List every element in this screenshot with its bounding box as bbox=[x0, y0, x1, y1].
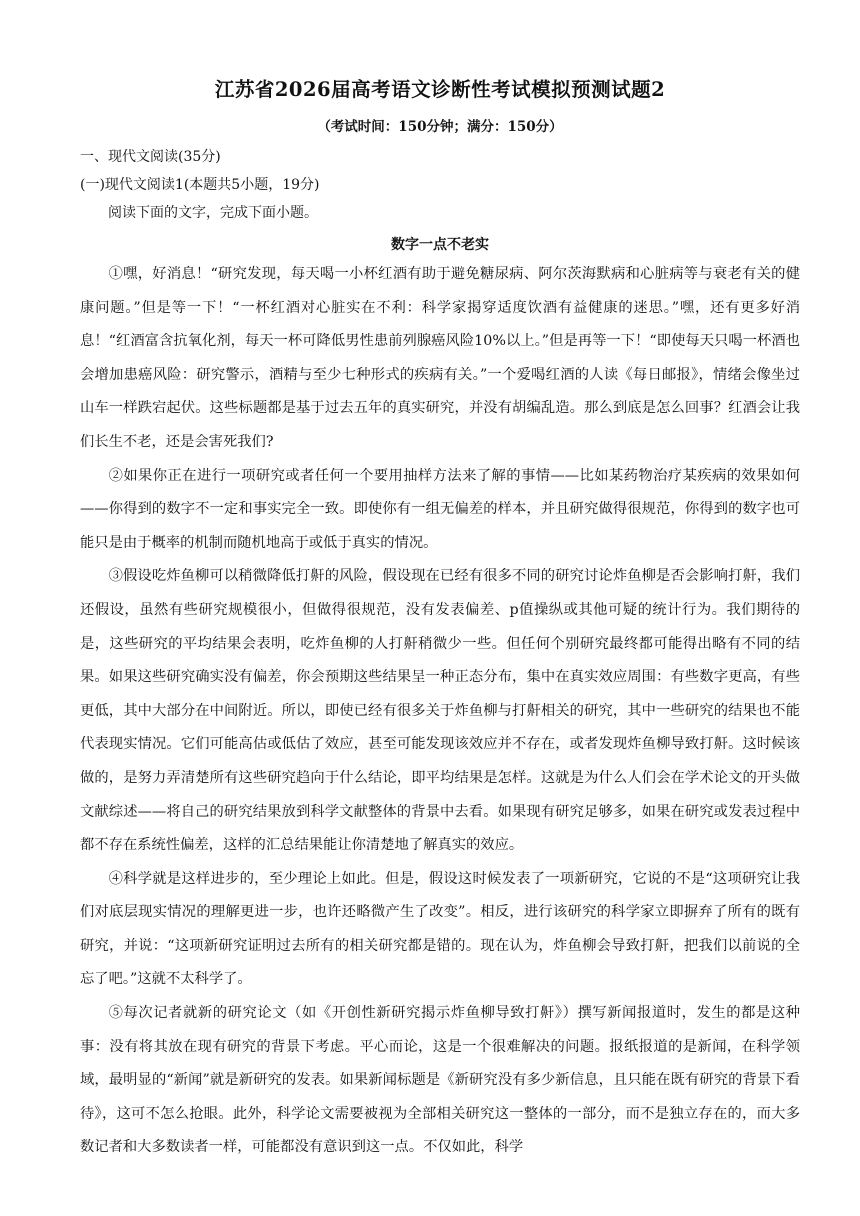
section-heading: 一、现代文阅读(35分) bbox=[80, 149, 221, 165]
exam-title: 江苏省2026届高考语文诊断性考试模拟预测试题2 bbox=[214, 78, 666, 101]
subsection-heading: (一)现代文阅读1(本题共5小题，19分) bbox=[80, 177, 320, 193]
exam-time-info: （考试时间：150分钟；满分：150分） bbox=[317, 119, 563, 135]
article-body bbox=[80, 258, 800, 1165]
article-paragraph-3: ③假设吃炸鱼柳可以稍微降低打鼾的风险，假设现在已经有很多不同的研究讨论炸鱼柳是否会影响打鼾，我们还假设，虽然有些研究规模很小，但做得很规范，没有发表偏差、p值操纵或其他可疑的统计行为。我们期待的是，这些研究的平均结果会表明，吃炸鱼柳的人打鼾稍微少一些。但任何个别研究最终都可能得出略有不同的结果。如果这些研究确实没有偏差，你会预期这些结果呈一种正态分布，集中在真实效应周围：有些数字更高，有些更低，其中大部分在中间附近。所以，即使已经有很多关于炸鱼柳与打鼾相关的研究，其中一些研究的结果也不能代表现实情况。它们可能高估或低估了效应，甚至可能发现该效应并不存在，或者发现炸鱼柳导致打鼾。这时候该做的，是努力弄清楚所有这些研究趋向于什么结论，即平均结果是怎样。这就是为什么人们会在学术论文的开头做文献综述——将自己的研究结果放到科学文献整体的背景中去看。如果现有研究足够多，如果在研究或发表过程中都不存在系统性偏差，这样的汇总结果能让你清楚地了解真实的效应。 bbox=[80, 568, 800, 854]
article-paragraph-1: ①嘿，好消息！“研究发现，每天喝一小杯红酒有助于避免糖尿病、阿尔茨海默病和心脏病等与衰老有关的健康问题。”但是等一下！“一杯红酒对心脏实在不利：科学家揭穿适度饮酒有益健康的迷思。”嘿，还有更多好消息！“红酒富含抗氧化剂，每天一杯可降低男性患前列腺癌风险10%以上。”但是再等一下！“即使每天只喝一杯酒也会增加患癌风险：研究警示，酒精与至少七种形式的疾病有关。”一个爱喝红酒的人读《每日邮报》，情绪会像坐过山车一样跌宕起伏。这些标题都是基于过去五年的真实研究，并没有胡编乱造。那么到底是怎么回事？红酒会让我们长生不老，还是会害死我们? bbox=[80, 266, 800, 450]
article-paragraph-2: ②如果你正在进行一项研究或者任何一个要用抽样方法来了解的事情——比如某药物治疗某疾病的效果如何——你得到的数字不一定和事实完全一致。即使你有一组无偏差的样本，并且研究做得很规范，你得到的数字也可能只是由于概率的机制而随机地高于或低于真实的情况。 bbox=[80, 467, 800, 551]
article-paragraph-5: ⑤每次记者就新的研究论文（如《开创性新研究揭示炸鱼柳导致打鼾》）撰写新闻报道时，发生的都是这种事：没有将其放在现有研究的背景下考虑。平心而论，这是一个很难解决的问题。报纸报道的是新闻，在科学领域，最明显的“新闻”就是新研究的发表。如果新闻标题是《新研究没有多少新信息，且只能在既有研究的背景下看待》，这可不怎么抢眼。此外，科学论文需要被视为全部相关研究这一整体的一部分，而不是独立存在的，而大多数记者和大多数读者一样，可能都没有意识到这一点。不仅如此，科学 bbox=[80, 1005, 800, 1156]
article-paragraph-4: ④科学就是这样进步的，至少理论上如此。但是，假设这时候发表了一项新研究，它说的不是“这项研究让我们对底层现实情况的理解更进一步，也许还略微产生了改变”。相反，进行该研究的科学家立即摒弃了所有的既有研究，并说：“这项新研究证明过去所有的相关研究都是错的。现在认为，炸鱼柳会导致打鼾，把我们以前说的全忘了吧。”这就不太科学了。 bbox=[80, 870, 800, 988]
reading-instruction: 阅读下面的文字，完成下面小题。 bbox=[108, 205, 318, 221]
article-title: 数字一点不老实 bbox=[391, 237, 489, 253]
